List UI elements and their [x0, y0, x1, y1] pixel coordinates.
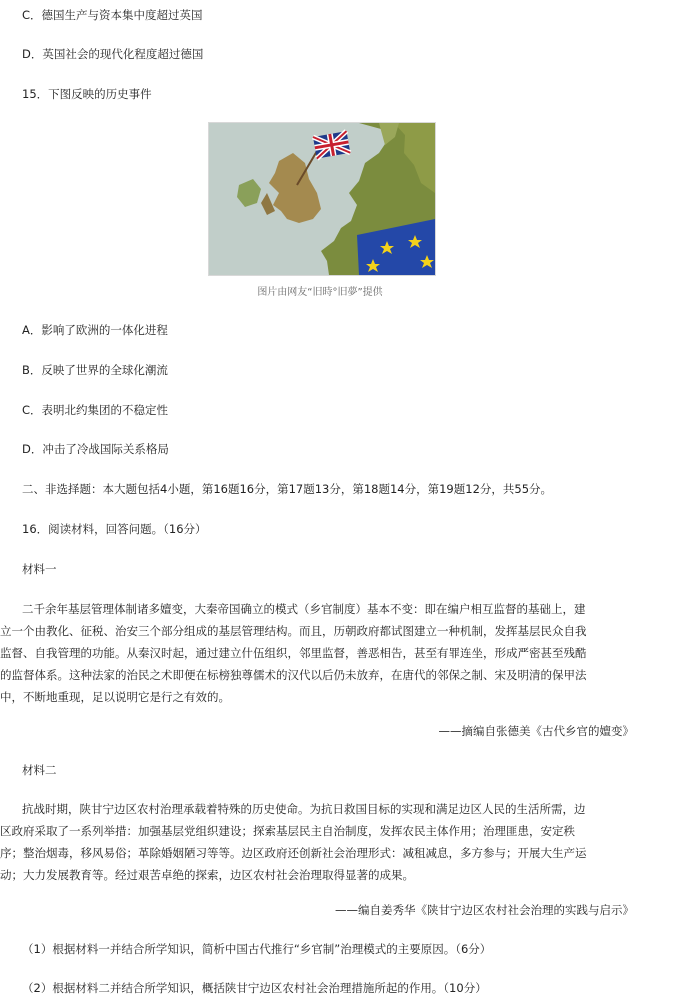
sub-question-1: （1）根据材料一并结合所学知识，简析中国古代推行“乡官制”治理模式的主要原因。（6分）	[22, 942, 492, 956]
option-c-prev: C．德国生产与资本集中度超过英国	[22, 8, 203, 22]
question-16-stem: 16．阅读材料，回答问题。（16分）	[22, 522, 207, 536]
material-2-line-3: 序；整治烟毒，移风易俗；革除婚姻陋习等等。边区政府还创新社会治理形式：减租减息，多方参与；开展大生产运	[0, 846, 587, 860]
material-1-line-5: 中，不断地重现，足以说明它是行之有效的。	[0, 690, 230, 704]
map-illustration	[209, 123, 435, 275]
section-2-heading: 二、非选择题：本大题包括4小题，第16题16分，第17题13分，第18题14分，第19题12分，共55分。	[22, 482, 553, 496]
material-2-line-4: 动；大力发展教育等。经过艰苦卓绝的探索，边区农村社会治理取得显著的成果。	[0, 868, 414, 882]
sub-question-2: （2）根据材料二并结合所学知识，概括陕甘宁边区农村社会治理措施所起的作用。（10分）	[22, 981, 487, 995]
option-c: C．表明北约集团的不稳定性	[22, 403, 169, 417]
material-1-line-3: 监督、自我管理的功能。从秦汉时起，通过建立什伍组织，邻里监督，善恶相告，甚至有罪连坐，形成严密甚至残酷	[0, 646, 587, 660]
option-a: A．影响了欧洲的一体化进程	[22, 323, 168, 337]
material-2-source: ——编自姜秀华《陕甘宁边区农村社会治理的实践与启示》	[335, 903, 634, 917]
material-1-line-2: 立一个由教化、征税、治安三个部分组成的基层管理结构。而且，历朝政府都试图建立一种机制，发挥基层民众自我	[0, 624, 587, 638]
material-1-source: ——摘编自张德美《古代乡官的嬗变》	[438, 724, 634, 738]
material-1-line-1: 二千余年基层管理体制诸多嬗变，大秦帝国确立的模式（乡官制度）基本不变：即在编户相互监督的基础上，建	[22, 602, 586, 616]
material-1-title: 材料一	[22, 562, 57, 576]
material-1-line-4: 的监督体系。这种法家的治民之术即便在标榜独尊儒术的汉代以后仍未放弃，在唐代的邻保之制、宋及明清的保甲法	[0, 668, 587, 682]
material-2-title: 材料二	[22, 763, 57, 777]
option-d-prev: D．英国社会的现代化程度超过德国	[22, 47, 204, 61]
option-d: D．冲击了冷战国际关系格局	[22, 442, 169, 456]
brexit-cartoon-image	[208, 122, 436, 276]
image-caption: 图片由网友“旧時°旧夢”提供	[257, 287, 383, 298]
material-2-line-1: 抗战时期，陕甘宁边区农村治理承载着特殊的历史使命。为抗日救国目标的实现和满足边区人民的生活所需，边	[22, 802, 586, 816]
option-b: B．反映了世界的全球化潮流	[22, 363, 168, 377]
material-2-line-2: 区政府采取了一系列举措：加强基层党组织建设；探索基层民主自治制度，发挥农民主体作用；治理匪患，安定秩	[0, 824, 575, 838]
question-15-stem: 15．下图反映的历史事件	[22, 87, 152, 101]
